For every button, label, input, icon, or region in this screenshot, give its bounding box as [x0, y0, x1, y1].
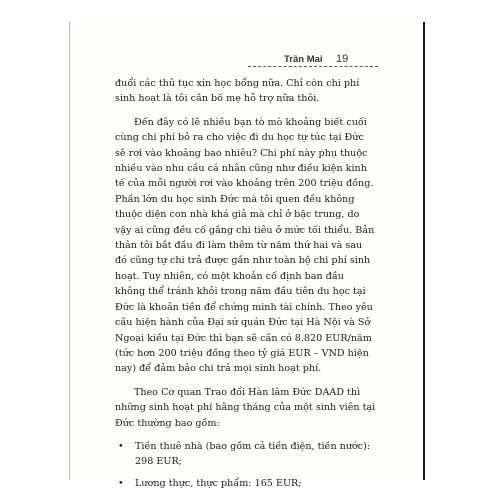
body-text: [115, 76, 377, 497]
header-rule: [248, 66, 378, 67]
list-item: [115, 439, 377, 470]
paragraph-costs: Đến đây có lẽ nhiều bạn tò mò khoảng biết cuối cùng chi phí bỏ ra cho việc đi du học tự túc tại Đức sẽ rơi vào khoảng bao nhiêu? Chi phí này phụ thuộc nhiều vào nhu cầu cá nhân cũng như điều kiện kinh tế của mỗi người rơi vào khoảng trên 200 triệu đồng. Phần lớn du học sinh Đức mà tôi quen đều không thuộc diện con nhà khá giả mà chỉ ở bậc trung, do vậy ai cũng đều cố gắng chi tiêu ở mức tối thiểu. Bản thân tôi bắt đầu đi làm thêm từ năm thứ hai và sau đó cũng tự chi trả được gần như toàn bộ chi phí sinh hoạt. Tuy nhiên, có một khoản cố định ban đầu không thể tránh khỏi trong năm đầu tiên du học tại Đức là khoản tiền để chứng minh tài chính. Theo yêu cầu hiện hành của Đại sứ quán Đức tại Hà Nội và Sở Ngoại kiều tại Đức thì bạn sẽ cần có 8.820 EUR/năm (tức hơn 200 triệu đồng theo tỷ giá EUR – VND hiện nay) để đảm bảo chi trả mọi sinh hoạt phí.: [115, 116, 375, 375]
paragraph-continued: đuổi các thủ tục xin học bổng nữa. Chỉ còn chi phí sinh hoạt là tôi cần bố mẹ hỗ trợ nữa thôi.: [115, 78, 360, 105]
page-number: 19: [336, 53, 349, 65]
expense-list: [115, 439, 377, 491]
bullet-icon: •: [118, 440, 124, 452]
list-item: [115, 476, 377, 491]
paragraph-daad: Theo Cơ quan Trao đổi Hàn lâm Đức DAAD thì những sinh hoạt phí hằng tháng của một sinh viên tại Đức thường bao gồm:: [115, 386, 376, 429]
list-item-text: Lương thực, thực phẩm: 165 EUR;: [135, 477, 302, 489]
list-item-text: Tiền thuê nhà (bao gồm cả tiền điện, tiền nước): 298 EUR;: [135, 440, 371, 468]
header-author: Trần Mai: [284, 54, 323, 65]
bullet-icon: •: [118, 477, 124, 489]
running-header: [248, 51, 378, 71]
